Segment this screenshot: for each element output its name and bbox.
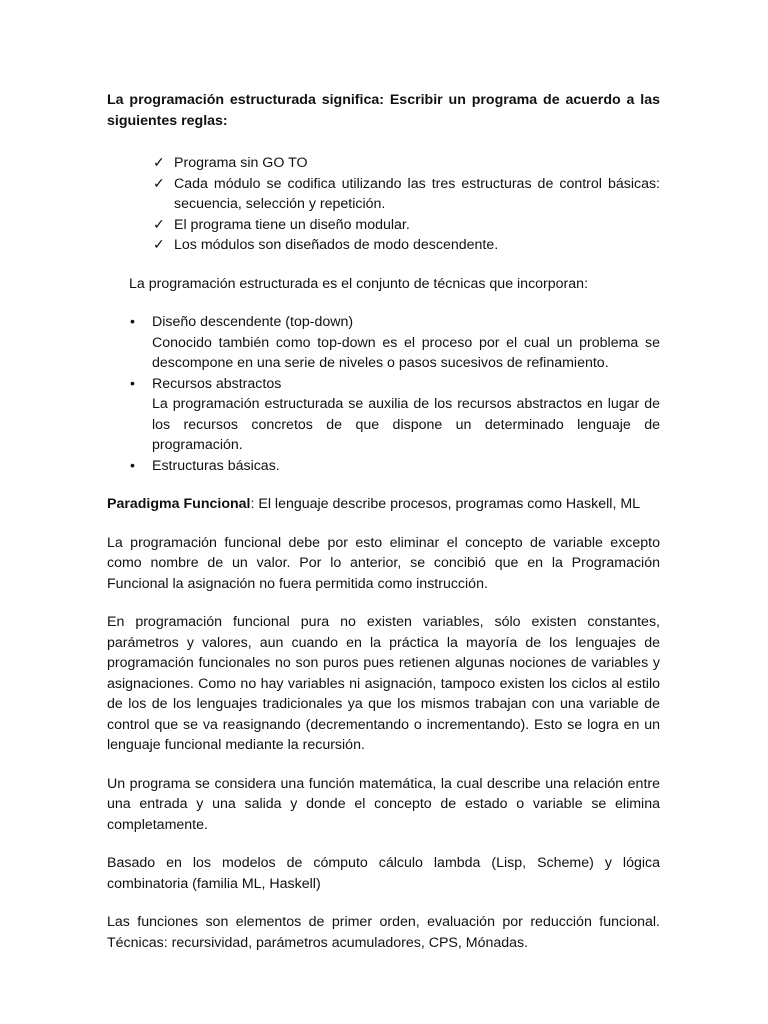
checkmark-icon: ✓ <box>153 216 165 233</box>
rule-text: Programa sin GO TO <box>174 155 308 171</box>
technique-title: Estructuras básicas. <box>152 457 280 474</box>
rule-item <box>153 215 660 236</box>
technique-title: Diseño descendente (top-down) <box>152 314 354 330</box>
body-paragraph: Un programa se considera una función matemática, la cual describe una relación entre una entrada y una salida y donde el concepto de estado o variable se elimina completamente. <box>107 775 660 833</box>
body-paragraph: La programación funcional debe por esto eliminar el concepto de variable excepto como nombre de un valor. Por lo anterior, se concibió que en la Programación Funcional la asignación no fuera permitida como instrucción. <box>107 534 660 592</box>
techniques-list <box>130 312 660 476</box>
checkmark-icon: ✓ <box>153 237 165 253</box>
checkmark-icon: ✓ <box>153 155 165 171</box>
bullet-icon: • <box>130 314 135 330</box>
bullet-icon: • <box>130 457 135 474</box>
technique-description: La programación estructurada se auxilia de los recursos abstractos en lugar de los recursos concretos de que dispone un determinado lenguaje de programación. <box>152 396 660 453</box>
rule-item <box>153 153 660 174</box>
technique-description: Conocido también como top-down es el proceso por el cual un problema se descompone en una serie de niveles o pasos sucesivos de refinamiento. <box>152 334 660 371</box>
body-paragraph: Las funciones son elementos de primer orden, evaluación por reducción funcional. Técnicas: recursividad, parámetros acumuladores, CPS, Mónadas. <box>107 914 660 951</box>
rule-text: El programa tiene un diseño modular. <box>174 216 410 233</box>
body-paragraph: En programación funcional pura no existen variables, sólo existen constantes, parámetros y valores, aun cuando en la práctica la mayoría de los lenguajes de programación funcionales no son puros pues retienen algunas nociones de variables y asignaciones. Como no hay variables ni asignación, tampoco existen los ciclos al estilo de los de los lenguajes tradicionales ya que los mismos trabajan con una variable de control que se va reasignando (decrementando o incrementando). Esto se logra en un lenguaje funcional mediante la recursión. <box>107 614 660 753</box>
document-body <box>107 90 660 971</box>
checkmark-icon: ✓ <box>153 175 165 192</box>
technique-item <box>130 374 660 456</box>
rule-item <box>153 174 660 215</box>
paradigm-paragraph <box>107 494 660 515</box>
body-paragraph: Basado en los modelos de cómputo cálculo lambda (Lisp, Scheme) y lógica combinatoria (familia ML, Haskell) <box>107 855 660 892</box>
document-heading: La programación estructurada significa: Escribir un programa de acuerdo a las siguientes reglas: <box>107 92 660 129</box>
techniques-intro: La programación estructurada es el conjunto de técnicas que incorporan: <box>129 275 589 292</box>
technique-title: Recursos abstractos <box>152 375 282 392</box>
technique-item <box>130 456 660 477</box>
rule-text: Cada módulo se codifica utilizando las tres estructuras de control básicas: secuencia, selección y repetición. <box>174 175 660 212</box>
bullet-icon: • <box>130 375 135 392</box>
rules-list <box>153 153 660 256</box>
rule-text: Los módulos son diseñados de modo descendente. <box>174 237 499 253</box>
technique-item <box>130 312 660 374</box>
paradigm-text: : El lenguaje describe procesos, programas como Haskell, ML <box>250 496 641 512</box>
paradigm-label: Paradigma Funcional <box>107 496 251 512</box>
rule-item <box>153 235 660 256</box>
